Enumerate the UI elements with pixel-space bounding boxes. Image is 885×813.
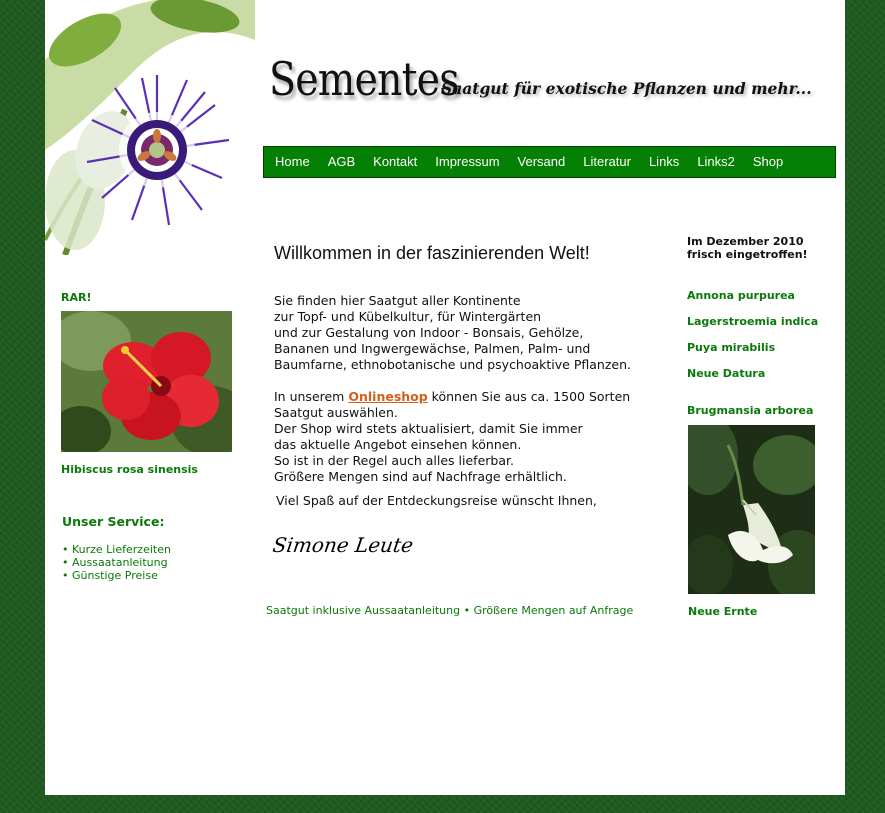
nav-agb[interactable]: AGB <box>327 154 356 169</box>
intro-line: Bananen und Ingwergewächse, Palmen, Palm- und <box>274 341 591 356</box>
shop-line <box>274 389 630 405</box>
shop-line: So ist in der Regel auch alles lieferbar. <box>274 453 514 468</box>
footer-text: Saatgut inklusive Aussaatanleitung • Größere Mengen auf Anfrage <box>266 604 634 617</box>
intro-line: Sie finden hier Saatgut aller Kontinente <box>274 293 521 308</box>
link-lagerstroemia-indica[interactable]: Lagerstroemia indica <box>687 315 819 328</box>
hibiscus-caption: Hibiscus rosa sinensis <box>61 463 198 476</box>
nav-versand[interactable]: Versand <box>517 154 566 169</box>
nav-links2[interactable]: Links2 <box>697 154 735 169</box>
shop-paragraph <box>274 389 630 485</box>
page-content <box>45 0 845 795</box>
new-arrivals-heading <box>687 235 808 261</box>
service-item: • Aussaatanleitung <box>62 556 168 569</box>
welcome-heading: Willkommen in der faszinierenden Welt! <box>274 243 590 263</box>
shop-line: Größere Mengen sind auf Nachfrage erhältlich. <box>274 469 567 484</box>
new-harvest-caption: Neue Ernte <box>688 605 758 618</box>
link-puya-mirabilis[interactable]: Puya mirabilis <box>687 341 776 354</box>
hibiscus-photo[interactable] <box>61 311 232 452</box>
intro-paragraph <box>274 293 631 373</box>
passion-flower-image <box>45 0 255 255</box>
closing-wish: Viel Spaß auf der Entdeckungsreise wünscht Ihnen, <box>276 493 597 508</box>
service-item: • Kurze Lieferzeiten <box>62 543 171 556</box>
site-logo: Sementes <box>269 52 459 106</box>
shop-line: Der Shop wird stets aktualisiert, damit Sie immer <box>274 421 583 436</box>
intro-line: Baumfarne, ethnobotanische und psychoaktive Pflanzen. <box>274 357 631 372</box>
service-title: Unser Service: <box>62 514 165 529</box>
service-item: • Günstige Preise <box>62 569 158 582</box>
nav-literatur[interactable]: Literatur <box>583 154 631 169</box>
new-arrivals-line: frisch eingetroffen! <box>687 248 808 261</box>
onlineshop-link[interactable]: Onlineshop <box>348 389 428 404</box>
brugmansia-photo[interactable] <box>688 425 815 594</box>
intro-line: und zur Gestalung von Indoor - Bonsais, Gehölze, <box>274 325 584 340</box>
shop-line: das aktuelle Angebot einsehen können. <box>274 437 522 452</box>
shop-prefix: In unserem <box>274 389 349 404</box>
link-brugmansia-arborea[interactable]: Brugmansia arborea <box>687 404 814 417</box>
nav-home[interactable]: Home <box>275 154 310 169</box>
shop-line: Saatgut auswählen. <box>274 405 398 420</box>
link-neue-datura[interactable]: Neue Datura <box>687 367 766 380</box>
nav-impressum[interactable]: Impressum <box>435 154 500 169</box>
new-arrivals-line: Im Dezember 2010 <box>687 235 804 248</box>
main-navigation <box>263 146 836 178</box>
nav-kontakt[interactable]: Kontakt <box>373 154 418 169</box>
rar-label: RAR! <box>61 291 92 304</box>
service-list <box>62 543 171 582</box>
nav-shop[interactable]: Shop <box>752 154 784 169</box>
nav-links[interactable]: Links <box>648 154 680 169</box>
shop-suffix: können Sie aus ca. 1500 Sorten <box>427 389 631 404</box>
intro-line: zur Topf- und Kübelkultur, für Wintergärten <box>274 309 542 324</box>
signature: Simone Leute <box>271 533 415 557</box>
link-annona-purpurea[interactable]: Annona purpurea <box>687 289 795 302</box>
site-tagline: Saatgut für exotische Pflanzen und mehr... <box>441 79 812 98</box>
